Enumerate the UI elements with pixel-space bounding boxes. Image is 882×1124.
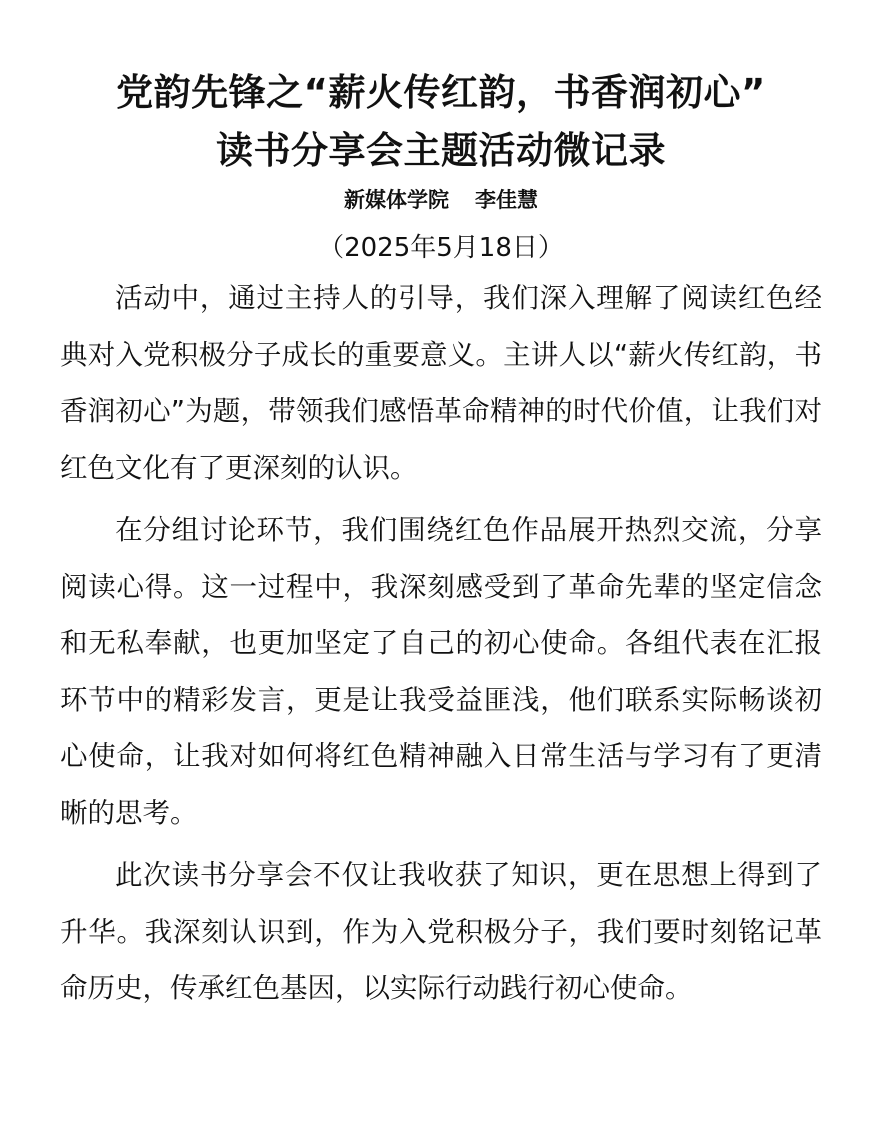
author-org: 新媒体学院 (344, 188, 449, 212)
author-line (60, 184, 822, 216)
paragraph-3: 此次读书分享会不仅让我收获了知识，更在思想上得到了升华。我深刻认识到，作为入党积极分子，我们要时刻铭记革命历史，传承红色基因，以实际行动践行初心使命。 (60, 859, 822, 1004)
title-line-1: 党韵先锋之“薪火传红韵，书香润初心” (116, 71, 766, 114)
document-title (60, 64, 822, 180)
document-date: （2025年5月18日） (318, 233, 564, 263)
author-name: 李佳慧 (475, 188, 538, 212)
paragraph-2: 在分组讨论环节，我们围绕红色作品展开热烈交流，分享阅读心得。这一过程中，我深刻感受到了革命先辈的坚定信念和无私奉献，也更加坚定了自己的初心使命。各组代表在汇报环节中的精彩发言，更是让我受益匪浅，他们联系实际畅谈初心使命，让我对如何将红色精神融入日常生活与学习有了更清晰的思考。 (60, 514, 822, 829)
title-line-2: 读书分享会主题活动微记录 (216, 129, 666, 172)
paragraph-1: 活动中，通过主持人的引导，我们深入理解了阅读红色经典对入党积极分子成长的重要意义。主讲人以“薪火传红韵，书香润初心”为题，带领我们感悟革命精神的时代价值，让我们对红色文化有了更深刻的认识。 (60, 282, 822, 484)
